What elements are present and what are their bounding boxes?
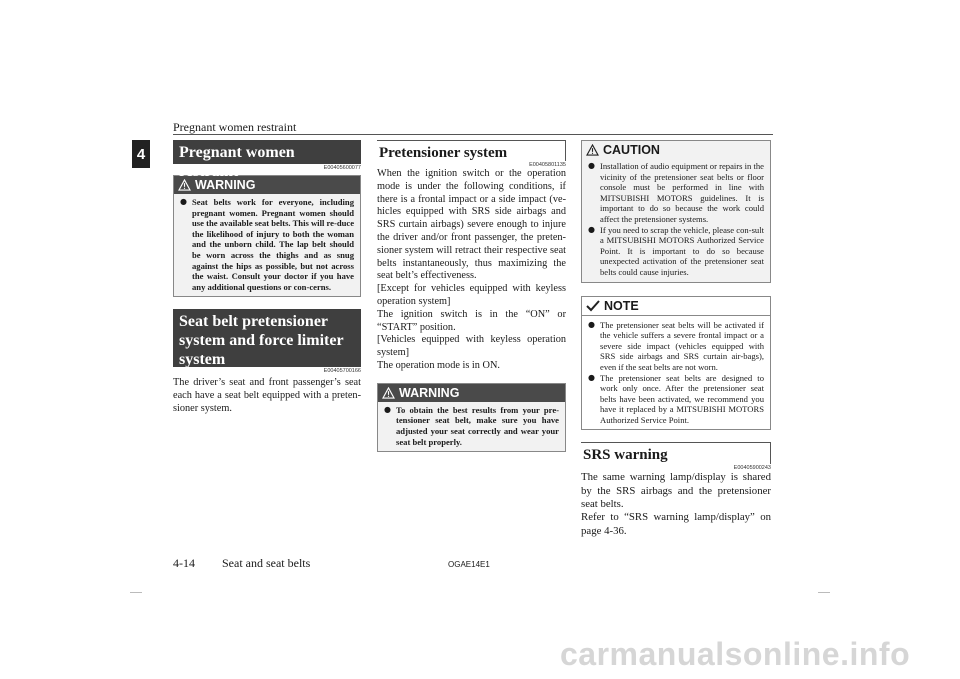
chapter-title: Seat and seat belts [222,556,311,570]
warning-box [173,175,361,297]
body-paragraph: The same warning lamp/display is shared by the SRS airbags and the pretensioner seat belts. [581,471,771,511]
bullet-icon: ● [180,197,187,206]
section-code: E00405700166 [323,368,361,375]
note-item: ● The pretensioner seat belts will be activated if the vehicle suffers a severe frontal impact or a severe side impact (vehicles equipped with SRS side airbags and SRS curtain air-bags), even if the seat belts are not worn. [588,319,764,372]
caution-item: ● Installation of audio equipment or repairs in the vicinity of the pretensioner seat belts or floor console must be performed in line with MITSUBISHI MOTORS guidelines. It is important to do so because the work could affect the pretensioner systems. [588,161,764,224]
column-3 [581,140,771,538]
section-heading-pretensioner-limiter: Seat belt pretensioner system and force limiter system [173,309,361,367]
bullet-icon: ● [384,404,391,414]
section-code: E00405801135 [529,162,566,168]
doc-code: OGAE14E1 [448,560,490,569]
header-rule [173,134,773,135]
column-1 [173,140,361,416]
warning-label: WARNING [195,178,256,192]
section-code: E00405900243 [733,465,771,472]
crop-mark [130,592,142,593]
bullet-icon: ● [588,161,595,170]
warning-label: WARNING [399,385,460,400]
note-item: ● The pretensioner seat belts are designed to work only once. After the pretensioner seat belts have been activated, we recommend you have it replaced by a MITSUBISHI MOTORS Authorized Service Point. [588,372,764,425]
caution-box [581,140,771,283]
body-paragraph: [Except for vehicles equipped with keyless operation system] [377,283,566,307]
chapter-tab: 4 [132,140,150,168]
warning-triangle-icon [382,387,395,399]
column-2 [377,140,566,452]
crop-mark [818,592,830,593]
warning-item: ● Seat belts work for everyone, including pregnant women. Pregnant women should use the available seat belts. This will re-duce the likelihood of injury to both the woman and the unborn child. The lap belt should be worn across the thighs and as snug against the hips as possible, but not across the waist. Consult your doctor if you have any additional questions or con-cerns. [180,197,355,292]
note-box [581,296,771,431]
section-heading-pretensioner: Pretensioner system [377,140,566,161]
bullet-icon: ● [588,224,595,234]
warning-item: ● To obtain the best results from your pre-tensioner seat belt, make sure you have adjusted your seat correctly and wear your seat belt properly. [384,404,559,447]
body-paragraph: When the ignition switch or the operation mode is under the following conditions, if there is a frontal impact or a side impact (ve-hicles equipped with SRS side airbags and SRS curtain airbags) severe enough to injure the driver and/or front passenger, the preten-sioner system will retract their respective seat belts instantaneously, thus maximizing the seat belt’s effectiveness. [377,168,566,282]
note-title [582,297,770,316]
caution-item: ● If you need to scrap the vehicle, please con-sult a MITSUBISHI MOTORS Authorized Service Point. It is important to do so because unexpected activation of the pretensioner seat belts could cause injuries. [588,224,764,277]
warning-box [377,383,566,452]
bullet-icon: ● [588,319,595,329]
note-check-icon [586,300,600,312]
warning-triangle-icon [178,179,191,191]
body-text: The driver’s seat and front passenger’s seat each have a seat belt equipped with a preten-sioner system. [173,377,361,414]
watermark: carmanualsonline.info [560,636,911,672]
running-head: Pregnant women restraint [173,120,297,134]
page-number: 4-14 [173,556,195,570]
warning-title [378,384,565,402]
body-paragraph: The operation mode is in ON. [377,359,500,371]
section-code: E00405600077 [323,165,361,171]
caution-label: CAUTION [603,143,660,157]
caution-title [582,141,770,159]
caution-triangle-icon [586,144,599,156]
section-heading-pregnant: Pregnant women restraint [173,140,361,164]
bullet-icon: ● [588,372,595,382]
body-paragraph: The ignition switch is in the “ON” or “START” position. [377,308,566,333]
section-heading-srs-warning: SRS warning [581,442,771,464]
note-label: NOTE [604,298,639,313]
body-paragraph: [Vehicles equipped with keyless operation system] [377,334,566,359]
body-paragraph: Refer to “SRS warning lamp/display” on page 4-36. [581,511,771,537]
warning-title [174,176,360,194]
